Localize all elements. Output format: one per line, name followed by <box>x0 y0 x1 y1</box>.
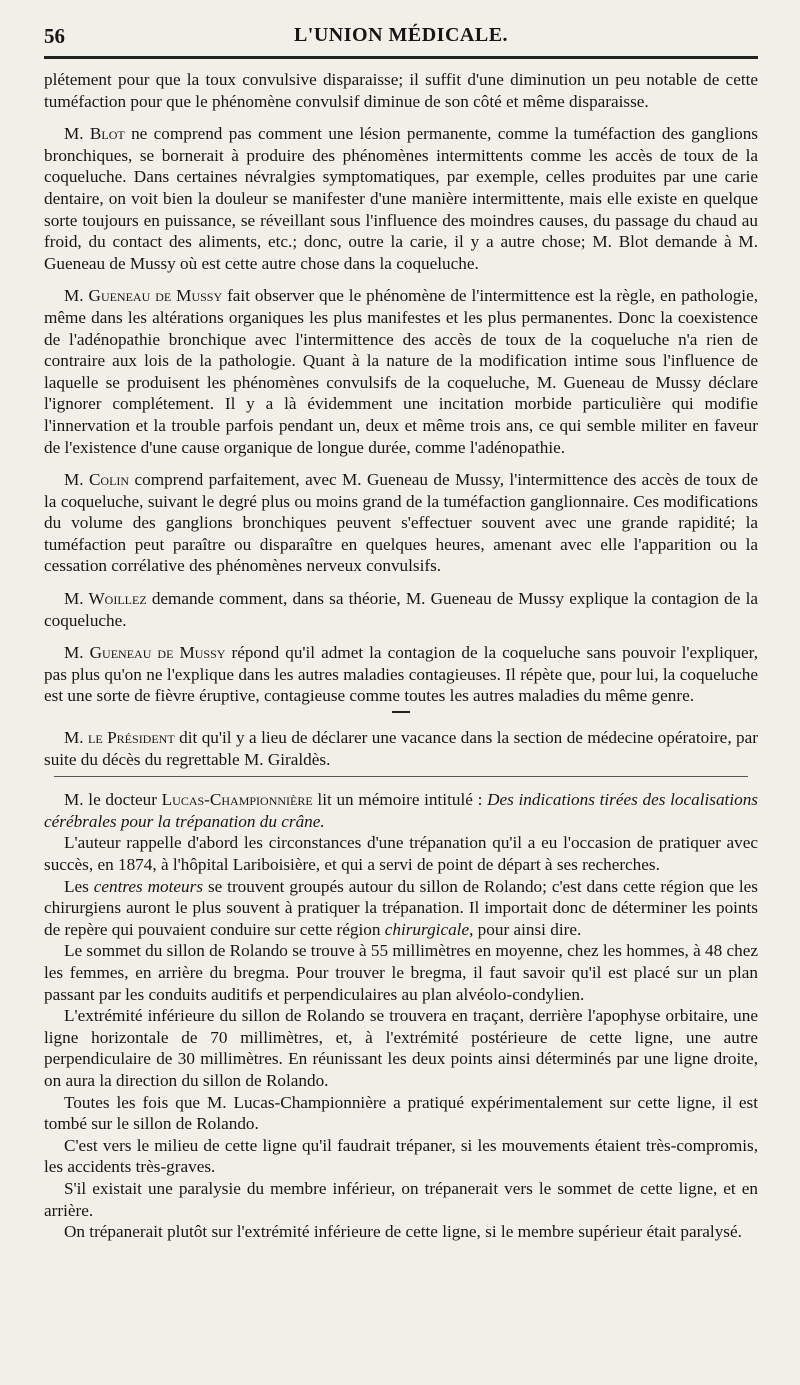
paragraph-blot <box>44 123 758 274</box>
speaker-name: M. Blot <box>64 124 125 144</box>
paragraph-memoir-1: L'auteur rappelle d'abord les circonstances d'une trépanation qu'il a eu l'occasion de pratiquer avec succès, en 1874, à l'hôpital Lariboisière, et qui a servi de point de départ à ses recherches. <box>44 833 758 874</box>
paragraph-memoir-2 <box>44 876 758 941</box>
page-number: 56 <box>44 24 65 48</box>
paragraph-memoir-5: Toutes les fois que M. Lucas-Championnière a pratiqué expérimentalement sur cette ligne, il est tombé sur le sillon de Rolando. <box>44 1092 758 1134</box>
header-rule <box>44 56 758 59</box>
paragraph-memoir-6: C'est vers le milieu de cette ligne qu'il faudrait trépaner, si les mouvements étaient très-compromis, les accidents très-graves. <box>44 1135 758 1177</box>
section-separator <box>392 711 410 713</box>
speaker-name: Lucas-Championnière <box>161 790 313 810</box>
paragraph-memoir-4: L'extrémité inférieure du sillon de Rolando se trouvera en traçant, derrière l'apophyse orbitaire, une ligne horizontale de 70 millimètres, et, à l'extrémité postérieure de cette ligne, une autre perpendiculaire de 30 millimètres. En réunissant les deux points ainsi déterminés par une ligne droite, on aura la direction du sillon de Rolando. <box>44 1006 758 1090</box>
text-segment: pour ainsi dire. <box>473 919 582 939</box>
paragraph-text: ne comprend pas comment une lésion permanente, comme la tuméfaction des ganglions bronchiques, se bornerait à produire des phénomènes intermittents comme les accès de toux de la coqueluche. Dans certaines névralgies symptomatiques, par exemple, celles produites par une carie dentaire, on voit bien la douleur se manifester d'une manière intermittente, mais elle existe en quelque sorte toujours en puissance, se réveillant sous l'influence des moindres causes, du passage du chaud au froid, du contact des aliments, etc.; donc, outre la carie, il y a autre chose; M. Blot demande à M. Gueneau de Mussy où est cette autre chose dans la coqueluche. <box>44 124 758 273</box>
paragraph-text: répond qu'il admet la contagion de la coqueluche sans pouvoir l'expliquer, pas plus qu'on ne l'explique dans les autres maladies contagieuses. Il répète que, pour lui, la coqueluche est une sorte de fièvre éruptive, contagieuse comme toutes les autres maladies du même genre. <box>44 643 759 706</box>
paragraph-colin <box>44 469 758 577</box>
paragraph-text: lit un mémoire intitulé : <box>312 790 488 810</box>
speaker-name: M. Gueneau de Mussy <box>64 643 226 663</box>
memoir-title: Des indications tirées des localisations cérébrales pour la trépanation du crâne. <box>44 790 758 831</box>
paragraph-president <box>44 727 758 770</box>
paragraph-woillez <box>44 588 758 631</box>
paragraph-memoir-7: S'il existait une paralysie du membre inférieur, on trépanerait vers le sommet de cette ligne, et en arrière. <box>44 1178 758 1220</box>
speaker-name: M. Colin <box>64 470 130 490</box>
italic-term: centres moteurs <box>93 876 204 896</box>
paragraph-text: comprend parfaitement, avec M. Gueneau de Mussy, l'intermittence des accès de toux de la coqueluche, suivant le degré plus ou moins grand de la tuméfaction ganglionnaire. Ces modifications du volume des ganglions bronchiques peuvent s'effectuer souvent avec une grande rapidité; la tuméfaction peut paraître ou disparaître en quelques heures, amenant avec elle l'apparition ou la cessation corrélative des phénomènes nerveux convulsifs. <box>44 470 758 576</box>
text-segment: se trouvent groupés autour du sillon de Rolando; c'est dans cette région que les chirurgiens auront le plus souvent à pratiquer la trépanation. Il importait donc de déterminer les points de repère qui pouvaient conduire sur cette région <box>44 876 758 939</box>
paragraph-text: demande comment, dans sa théorie, M. Gueneau de Mussy explique la contagion de la coqueluche. <box>44 589 758 630</box>
speaker-name: M. le Président <box>64 728 175 748</box>
paragraph-text: dit qu'il y a lieu de déclarer une vacance dans la section de médecine opératoire, par suite du décès du regrettable M. Giraldès. <box>44 728 758 769</box>
journal-title: L'UNION MÉDICALE. <box>293 24 509 46</box>
running-head <box>44 22 758 52</box>
speaker-name: M. Woillez <box>64 589 147 609</box>
paragraph-memoir-8: On trépanerait plutôt sur l'extrémité inférieure de cette ligne, si le membre supérieur était paralysé. <box>64 1222 742 1242</box>
article-text <box>44 69 758 1243</box>
paragraph-gueneau-2 <box>44 642 758 707</box>
italic-term: chirurgicale, <box>384 919 474 939</box>
paragraph-continuation: plétement pour que la toux convulsive disparaisse; il suffit d'une diminution un peu notable de cette tuméfaction pour que le phénomène convulsif diminue de son côté et même disparaisse. <box>44 70 758 111</box>
paragraph-memoir-3: Le sommet du sillon de Rolando se trouve à 55 millimètres en moyenne, chez les hommes, à 48 chez les femmes, en arrière du bregma. Pour trouver le bregma, il faut savoir qu'il est placé sur un plan passant par les conduits auditifs et perpendiculaires au plan alvéolo-condylien. <box>44 941 759 1004</box>
paragraph-memoir-intro <box>44 789 758 832</box>
speaker-name: M. Gueneau de Mussy <box>64 286 223 306</box>
paragraph-gueneau-1 <box>44 285 758 458</box>
section-rule <box>54 776 748 777</box>
lead-text: M. le docteur <box>64 790 162 810</box>
text-segment: Les <box>64 876 94 896</box>
paragraph-text: fait observer que le phénomène de l'intermittence est la règle, en pathologie, même dans les altérations organiques les plus manifestes et les plus permanentes. Donc la coexistence de l'adénopathie bronchique avec l'intermittence des accès de toux de la coqueluche n'a rien de contraire aux lois de la pathologie. Quant à la nature de la modification intime sous l'influence de laquelle se produisent les phénomènes convulsifs de la coqueluche, M. Gueneau de Mussy déclare l'ignorer complétement. Il y a là évidemment une incitation morbide particulière qui modifie l'innervation et la trouble parfois pendant un, deux et même trois ans, ce qui semble militer en faveur de l'existence d'une cause organique de longue durée, comme l'adénopathie. <box>44 286 758 457</box>
